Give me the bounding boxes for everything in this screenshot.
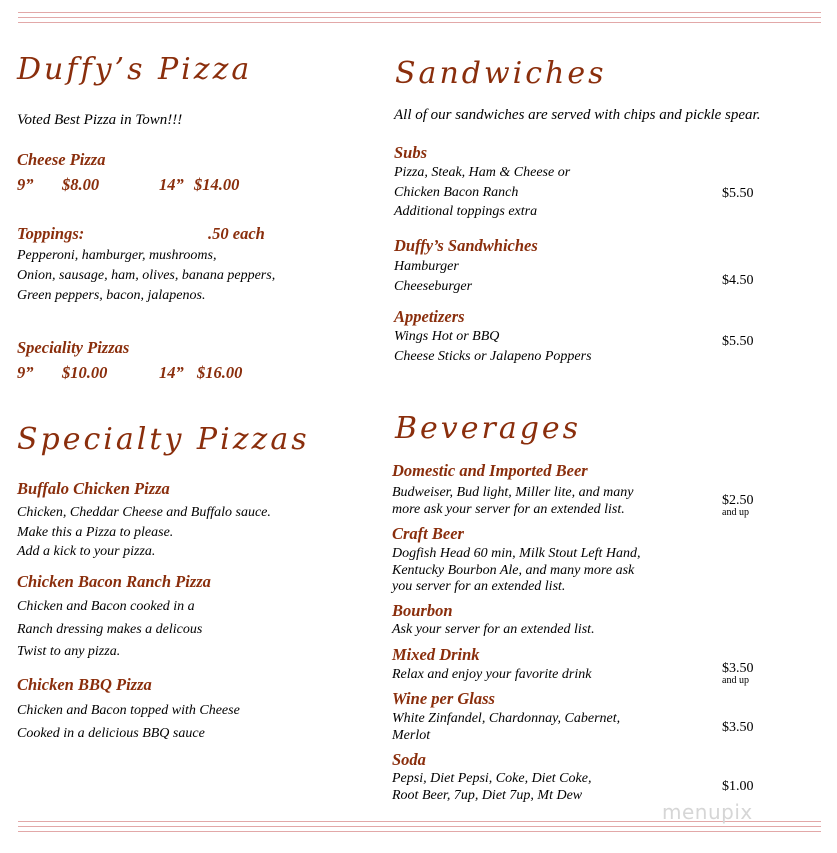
top-rule-1 [18,12,821,13]
appetizers-heading: Appetizers [394,307,465,326]
desc-line: Pepsi, Diet Pepsi, Coke, Diet Coke, [392,771,592,786]
specialty-pizzas-title: Specialty Pizzas [17,422,310,457]
desc-line: Twist to any pizza. [17,644,121,659]
bourbon-desc [392,622,595,639]
desc-line: Cheeseburger [394,278,473,294]
desc-line: Ranch dressing makes a delicous [17,621,203,637]
menupix-watermark: menupix [662,800,753,824]
duffys-sandwiches-desc [394,257,472,296]
toppings-heading: Toppings: [17,224,85,243]
beverages-title: Beverages [395,411,582,446]
mixed-drink-price [722,662,754,686]
domestic-beer-price [722,494,754,518]
desc-line: Kentucky Bourbon Ale, and many more ask [392,562,635,578]
domestic-beer-desc [392,485,633,518]
sandwiches-intro: All of our sandwiches are served with chips and pickle spear. [394,107,761,123]
subs-heading: Subs [394,143,428,162]
wine-desc [392,711,620,744]
cheese-price-small: $8.00 [62,175,100,194]
desc-line: Chicken Bacon Ranch [394,184,519,200]
speciality-size-small: 9” [17,363,34,382]
speciality-size-large: 14” [159,363,184,382]
toppings-line: Green peppers, bacon, jalapenos. [17,288,206,303]
mixed-drink-heading: Mixed Drink [392,645,480,664]
soda-heading: Soda [392,750,426,769]
desc-line: Chicken and Bacon cooked in a [17,599,195,614]
duffys-sandwiches-heading: Duffy’s Sandwhiches [394,236,538,255]
desc-line: Relax and enjoy your favorite drink [392,667,592,682]
speciality-price-large: $16.00 [197,363,243,382]
desc-line: Cooked in a delicious BBQ sauce [17,726,205,741]
cheese-price-large: $14.00 [194,175,240,194]
price-value: $3.50 [722,661,754,676]
desc-line: Add a kick to your pizza. [17,544,156,559]
desc-line: Hamburger [394,259,459,274]
desc-line: Chicken and Bacon topped with Cheese [17,703,240,718]
subs-price: $5.50 [722,186,754,201]
desc-line: you server for an extended list. [392,579,566,594]
toppings-line: Pepperoni, hamburger, mushrooms, [17,248,217,263]
desc-line: Wings Hot or BBQ [394,329,500,344]
craft-beer-heading: Craft Beer [392,524,464,543]
desc-line: Ask your server for an extended list. [392,622,595,637]
toppings-list [17,246,275,306]
desc-line: Dogfish Head 60 min, Milk Stout Left Hand, [392,546,641,561]
top-rule-2 [18,17,821,18]
desc-line: Make this a Pizza to please. [17,524,174,540]
domestic-beer-heading: Domestic and Imported Beer [392,461,588,480]
appetizers-desc [394,327,592,367]
mixed-drink-desc [392,667,591,684]
toppings-price: .50 each [208,224,265,243]
wine-heading: Wine per Glass [392,689,495,708]
desc-line: Budweiser, Bud light, Miller lite, and many [392,485,634,500]
buffalo-chicken-heading: Buffalo Chicken Pizza [17,479,170,498]
desc-line: Pizza, Steak, Ham & Cheese or [394,165,571,180]
desc-line: Cheese Sticks or Jalapeno Poppers [394,349,592,364]
desc-line: Root Beer, 7up, Diet 7up, Mt Dew [392,787,583,803]
wine-price: $3.50 [722,720,754,735]
bottom-rule-3 [18,831,821,832]
speciality-pizzas-heading: Speciality Pizzas [17,338,130,357]
desc-line: Additional toppings extra [394,204,538,219]
price-value: $2.50 [722,493,754,508]
restaurant-title: Duffy’s Pizza [17,52,253,87]
subs-desc [394,163,570,222]
desc-line: Merlot [392,727,431,743]
chicken-bbq-heading: Chicken BBQ Pizza [17,675,152,694]
chicken-bbq-desc [17,699,240,745]
top-rule-3 [18,22,821,23]
desc-line: more ask your server for an extended list. [392,501,625,517]
tagline: Voted Best Pizza in Town!!! [17,112,183,128]
soda-price: $1.00 [722,779,754,794]
toppings-line: Onion, sausage, ham, olives, banana peppers, [17,268,276,283]
cheese-pizza-heading: Cheese Pizza [17,150,106,169]
appetizers-price: $5.50 [722,334,754,349]
desc-line: Chicken, Cheddar Cheese and Buffalo sauce. [17,505,271,520]
buffalo-chicken-desc [17,503,271,562]
chicken-bacon-ranch-desc [17,596,202,664]
bottom-rule-2 [18,826,821,827]
price-note: and up [722,507,749,518]
duffys-sandwiches-price: $4.50 [722,273,754,288]
craft-beer-desc [392,546,641,596]
speciality-price-small: $10.00 [62,363,108,382]
soda-desc [392,771,591,804]
desc-line: White Zinfandel, Chardonnay, Cabernet, [392,711,621,726]
cheese-size-small: 9” [17,175,34,194]
cheese-size-large: 14” [159,175,184,194]
sandwiches-title: Sandwiches [395,56,607,91]
price-note: and up [722,675,749,686]
bourbon-heading: Bourbon [392,601,453,620]
chicken-bacon-ranch-heading: Chicken Bacon Ranch Pizza [17,572,211,591]
